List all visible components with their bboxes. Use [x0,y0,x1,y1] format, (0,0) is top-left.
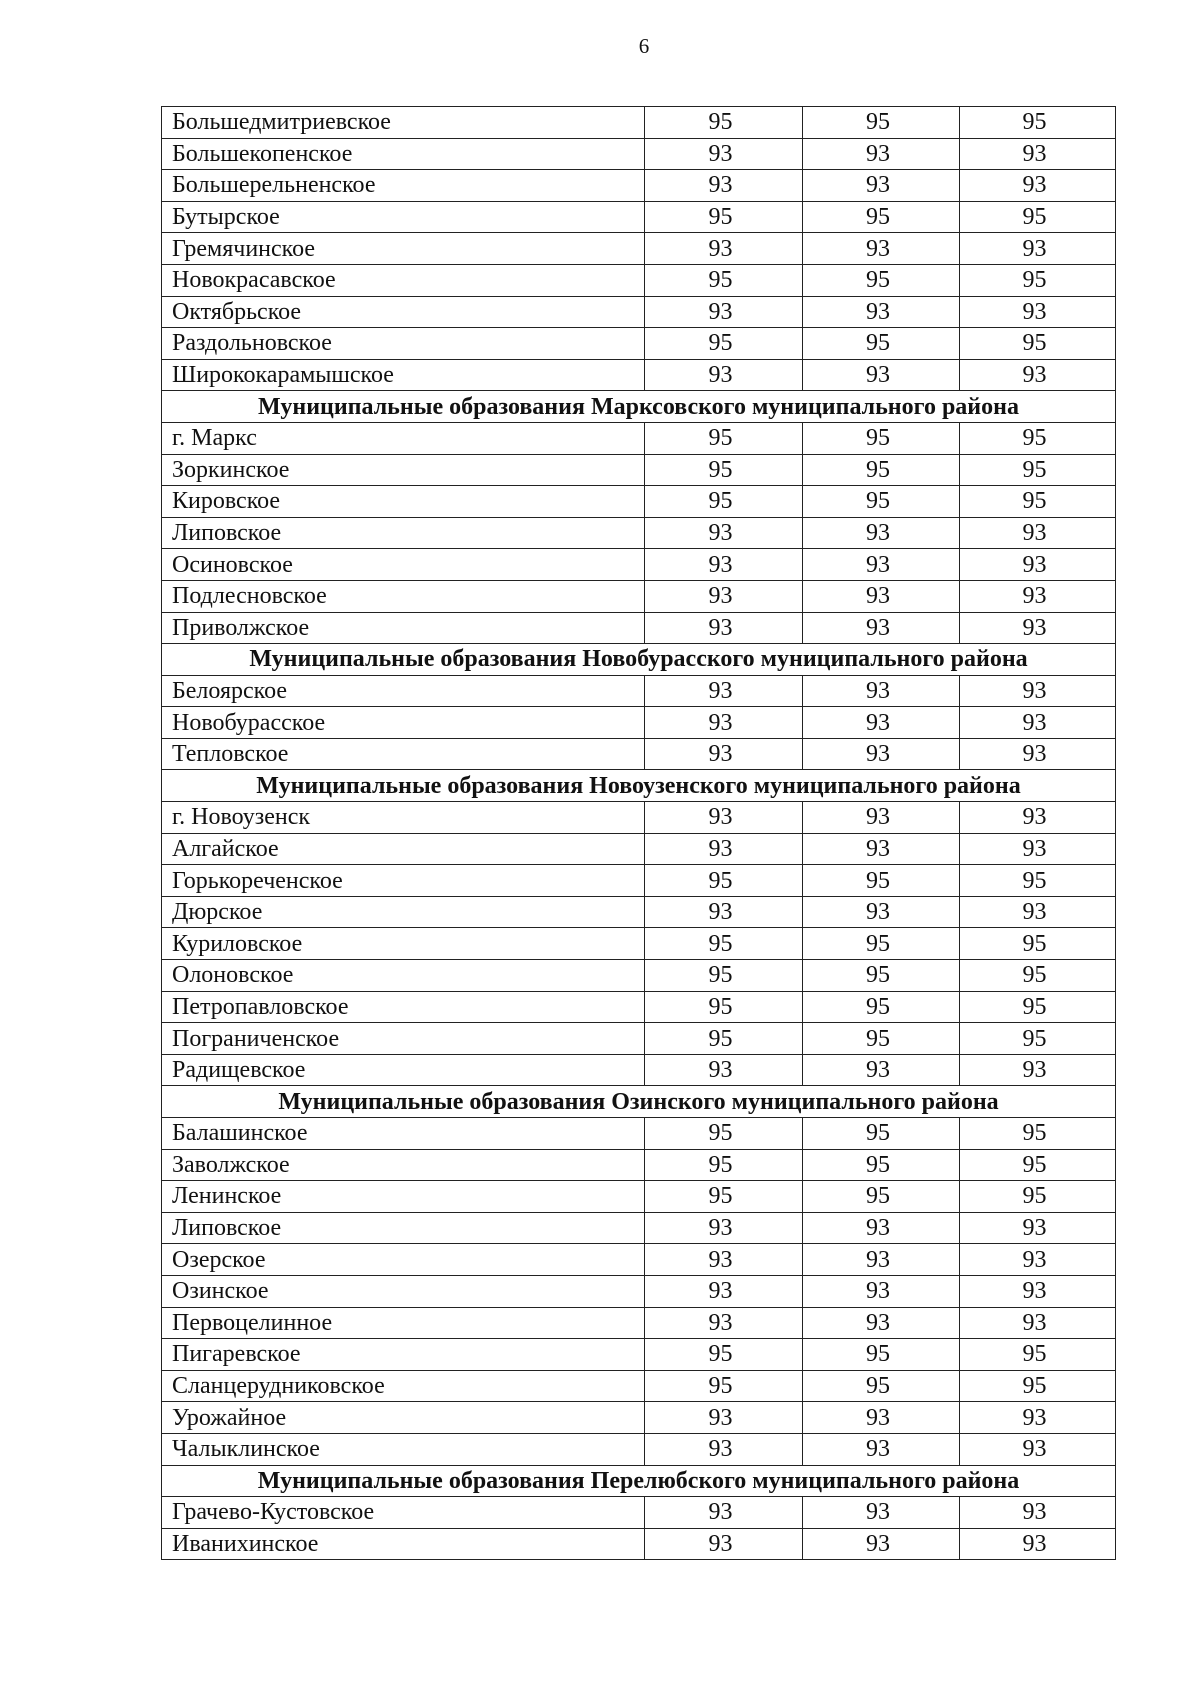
municipality-name: Тепловское [162,738,645,770]
value-cell-2: 93 [803,833,960,865]
municipality-name: Октябрьское [162,296,645,328]
table-row [162,170,1116,202]
municipality-name: Алгайское [162,833,645,865]
value-cell-3: 95 [960,1181,1116,1213]
table-row [162,1212,1116,1244]
table-row [162,960,1116,992]
value-cell-1: 93 [645,707,803,739]
value-cell-2: 95 [803,107,960,139]
value-cell-1: 95 [645,107,803,139]
value-cell-3: 93 [960,138,1116,170]
section-header: Муниципальные образования Озинского муниципального района [162,1086,1116,1118]
value-cell-1: 93 [645,1307,803,1339]
value-cell-1: 93 [645,675,803,707]
value-cell-1: 93 [645,802,803,834]
value-cell-3: 95 [960,264,1116,296]
value-cell-3: 93 [960,802,1116,834]
value-cell-2: 95 [803,328,960,360]
value-cell-2: 93 [803,612,960,644]
value-cell-2: 93 [803,1528,960,1560]
table-row [162,359,1116,391]
value-cell-1: 93 [645,1054,803,1086]
value-cell-1: 93 [645,1275,803,1307]
section-header: Муниципальные образования Марксовского муниципального района [162,391,1116,423]
table-row [162,422,1116,454]
value-cell-3: 95 [960,1023,1116,1055]
value-cell-1: 95 [645,1023,803,1055]
municipality-name: Балашинское [162,1118,645,1150]
municipality-name: Гремячинское [162,233,645,265]
value-cell-3: 93 [960,738,1116,770]
section-header: Муниципальные образования Перелюбского муниципального района [162,1465,1116,1497]
value-cell-1: 93 [645,1497,803,1529]
table-row [162,296,1116,328]
value-cell-3: 93 [960,1244,1116,1276]
value-cell-1: 93 [645,233,803,265]
value-cell-2: 95 [803,1181,960,1213]
municipality-name: Куриловское [162,928,645,960]
municipality-name: Ширококарамышское [162,359,645,391]
value-cell-1: 95 [645,1370,803,1402]
value-cell-3: 93 [960,580,1116,612]
value-cell-1: 93 [645,833,803,865]
value-cell-2: 95 [803,991,960,1023]
value-cell-2: 95 [803,1339,960,1371]
value-cell-1: 95 [645,454,803,486]
value-cell-2: 95 [803,264,960,296]
value-cell-1: 95 [645,991,803,1023]
table-row [162,1370,1116,1402]
data-table [161,106,1116,1560]
value-cell-1: 95 [645,1118,803,1150]
value-cell-3: 93 [960,1307,1116,1339]
value-cell-2: 95 [803,865,960,897]
value-cell-2: 95 [803,1118,960,1150]
value-cell-2: 95 [803,928,960,960]
table-row [162,1497,1116,1529]
value-cell-1: 95 [645,328,803,360]
value-cell-1: 95 [645,1149,803,1181]
municipality-name: Липовское [162,517,645,549]
value-cell-3: 95 [960,1149,1116,1181]
municipality-name: Большедмитриевское [162,107,645,139]
value-cell-2: 93 [803,1212,960,1244]
value-cell-2: 93 [803,517,960,549]
value-cell-3: 93 [960,517,1116,549]
municipality-name: Радищевское [162,1054,645,1086]
value-cell-1: 93 [645,138,803,170]
value-cell-1: 93 [645,296,803,328]
value-cell-2: 93 [803,1275,960,1307]
value-cell-2: 93 [803,1307,960,1339]
table-row [162,454,1116,486]
value-cell-3: 93 [960,1402,1116,1434]
table-row [162,1307,1116,1339]
value-cell-2: 93 [803,580,960,612]
municipality-name: Белоярское [162,675,645,707]
section-header: Муниципальные образования Новоузенского муниципального района [162,770,1116,802]
municipality-name: Иванихинское [162,1528,645,1560]
value-cell-3: 95 [960,454,1116,486]
section-header-row [162,644,1116,676]
municipality-name: Олоновское [162,960,645,992]
municipality-name: Подлесновское [162,580,645,612]
value-cell-2: 93 [803,359,960,391]
value-cell-1: 93 [645,1212,803,1244]
table-row [162,233,1116,265]
value-cell-1: 95 [645,960,803,992]
value-cell-2: 95 [803,960,960,992]
value-cell-1: 93 [645,517,803,549]
table-row [162,328,1116,360]
municipality-name: Ленинское [162,1181,645,1213]
municipality-name: г. Маркс [162,422,645,454]
municipality-name: Раздольновское [162,328,645,360]
table-row [162,1023,1116,1055]
value-cell-2: 93 [803,1433,960,1465]
table-row [162,486,1116,518]
value-cell-3: 93 [960,359,1116,391]
value-cell-3: 93 [960,296,1116,328]
table-row [162,107,1116,139]
table-row [162,1118,1116,1150]
section-header: Муниципальные образования Новобурасского муниципального района [162,644,1116,676]
municipality-name: Пограниченское [162,1023,645,1055]
value-cell-1: 93 [645,896,803,928]
value-cell-1: 95 [645,928,803,960]
value-cell-3: 93 [960,233,1116,265]
value-cell-1: 95 [645,1339,803,1371]
section-header-row [162,1465,1116,1497]
value-cell-1: 95 [645,486,803,518]
table-row [162,1402,1116,1434]
value-cell-2: 95 [803,422,960,454]
table-row [162,580,1116,612]
section-header-row [162,391,1116,423]
value-cell-3: 95 [960,1339,1116,1371]
value-cell-2: 93 [803,1497,960,1529]
municipality-name: Большекопенское [162,138,645,170]
value-cell-2: 93 [803,1244,960,1276]
value-cell-1: 93 [645,1244,803,1276]
value-cell-2: 93 [803,138,960,170]
value-cell-3: 95 [960,928,1116,960]
value-cell-3: 93 [960,1212,1116,1244]
value-cell-3: 95 [960,486,1116,518]
value-cell-3: 93 [960,1433,1116,1465]
municipality-name: Бутырское [162,201,645,233]
table-row [162,1181,1116,1213]
table-row [162,928,1116,960]
value-cell-3: 95 [960,1118,1116,1150]
table-row [162,1054,1116,1086]
value-cell-1: 93 [645,1528,803,1560]
value-cell-3: 95 [960,960,1116,992]
table-row [162,738,1116,770]
municipality-name: Грачево-Кустовское [162,1497,645,1529]
municipality-name: Сланцерудниковское [162,1370,645,1402]
table-row [162,833,1116,865]
value-cell-3: 95 [960,328,1116,360]
table-row [162,1149,1116,1181]
value-cell-2: 95 [803,486,960,518]
value-cell-2: 93 [803,896,960,928]
value-cell-2: 93 [803,549,960,581]
value-cell-3: 93 [960,1275,1116,1307]
municipality-name: Дюрское [162,896,645,928]
value-cell-3: 93 [960,896,1116,928]
value-cell-3: 93 [960,1497,1116,1529]
value-cell-3: 93 [960,549,1116,581]
municipality-name: г. Новоузенск [162,802,645,834]
value-cell-3: 95 [960,422,1116,454]
value-cell-3: 93 [960,675,1116,707]
value-cell-2: 93 [803,296,960,328]
value-cell-3: 95 [960,107,1116,139]
table-row [162,1244,1116,1276]
value-cell-1: 93 [645,549,803,581]
municipality-name: Петропавловское [162,991,645,1023]
value-cell-1: 95 [645,201,803,233]
value-cell-2: 93 [803,707,960,739]
municipality-name: Кировское [162,486,645,518]
section-header-row [162,770,1116,802]
municipality-name: Пигаревское [162,1339,645,1371]
table-body [162,107,1116,1560]
table-row [162,612,1116,644]
value-cell-1: 93 [645,1402,803,1434]
value-cell-1: 95 [645,1181,803,1213]
value-cell-1: 95 [645,422,803,454]
value-cell-2: 93 [803,1402,960,1434]
value-cell-3: 95 [960,1370,1116,1402]
section-header-row [162,1086,1116,1118]
table-row [162,865,1116,897]
table-row [162,549,1116,581]
municipality-name: Зоркинское [162,454,645,486]
value-cell-3: 93 [960,833,1116,865]
municipality-name: Осиновское [162,549,645,581]
municipality-name: Приволжское [162,612,645,644]
value-cell-3: 93 [960,1054,1116,1086]
table-row [162,675,1116,707]
municipality-name: Горькореченское [162,865,645,897]
table-row [162,1528,1116,1560]
value-cell-3: 95 [960,865,1116,897]
table-row [162,802,1116,834]
municipality-name: Заволжское [162,1149,645,1181]
value-cell-1: 95 [645,865,803,897]
table-row [162,264,1116,296]
value-cell-2: 95 [803,1370,960,1402]
municipality-name: Новокрасавское [162,264,645,296]
value-cell-2: 93 [803,802,960,834]
value-cell-2: 95 [803,454,960,486]
table-row [162,517,1116,549]
value-cell-3: 95 [960,201,1116,233]
municipality-name: Новобурасское [162,707,645,739]
value-cell-2: 93 [803,233,960,265]
table-row [162,1433,1116,1465]
municipality-name: Первоцелинное [162,1307,645,1339]
table-row [162,991,1116,1023]
value-cell-2: 93 [803,675,960,707]
value-cell-1: 95 [645,264,803,296]
value-cell-3: 93 [960,170,1116,202]
table-row [162,1275,1116,1307]
value-cell-3: 93 [960,612,1116,644]
table-row [162,896,1116,928]
value-cell-2: 93 [803,1054,960,1086]
value-cell-2: 95 [803,1149,960,1181]
value-cell-3: 93 [960,707,1116,739]
municipality-name: Чалыклинское [162,1433,645,1465]
value-cell-3: 93 [960,1528,1116,1560]
table-row [162,201,1116,233]
page-number: 6 [638,34,650,58]
value-cell-2: 93 [803,170,960,202]
value-cell-1: 93 [645,738,803,770]
value-cell-2: 95 [803,1023,960,1055]
municipality-name: Урожайное [162,1402,645,1434]
municipality-name: Большерельненское [162,170,645,202]
value-cell-1: 93 [645,580,803,612]
table-row [162,1339,1116,1371]
municipality-name: Озинское [162,1275,645,1307]
value-cell-2: 95 [803,201,960,233]
value-cell-1: 93 [645,170,803,202]
value-cell-1: 93 [645,612,803,644]
value-cell-2: 93 [803,738,960,770]
municipality-name: Озерское [162,1244,645,1276]
table-row [162,138,1116,170]
value-cell-1: 93 [645,359,803,391]
value-cell-3: 95 [960,991,1116,1023]
municipality-name: Липовское [162,1212,645,1244]
value-cell-1: 93 [645,1433,803,1465]
table-row [162,707,1116,739]
